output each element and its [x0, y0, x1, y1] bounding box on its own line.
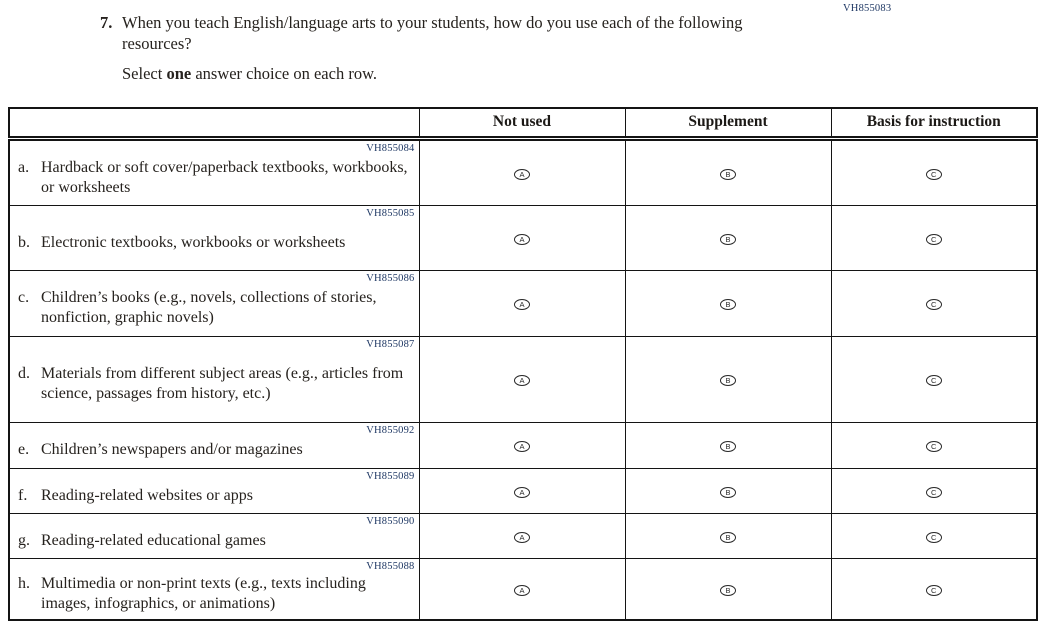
option-cell-supplement: [625, 558, 831, 620]
option-bubble-c[interactable]: C: [926, 375, 942, 386]
row-code: VH855089: [366, 470, 415, 482]
table-row-f: [9, 468, 1037, 513]
row-letter: c.: [18, 289, 30, 306]
option-bubble-b[interactable]: B: [720, 169, 736, 180]
option-cell-basis: [831, 336, 1037, 422]
option-cell-not-used: [419, 270, 625, 336]
option-bubble-b[interactable]: B: [720, 375, 736, 386]
table-row-b: [9, 205, 1037, 270]
option-bubble-b[interactable]: B: [720, 532, 736, 543]
column-header-supplement: Supplement: [625, 108, 831, 138]
option-bubble-c[interactable]: C: [926, 441, 942, 452]
row-letter: e.: [18, 441, 30, 458]
row-letter: d.: [18, 365, 30, 382]
instruction-prefix: Select: [122, 64, 163, 84]
option-cell-basis: [831, 270, 1037, 336]
option-bubble-c[interactable]: C: [926, 487, 942, 498]
row-code: VH855086: [366, 272, 415, 284]
option-cell-supplement: [625, 270, 831, 336]
option-cell-basis: [831, 558, 1037, 620]
table-row-d: [9, 336, 1037, 422]
option-bubble-c[interactable]: C: [926, 169, 942, 180]
empty-header-cell: [9, 108, 419, 138]
row-label-cell: [9, 513, 419, 558]
option-bubble-a[interactable]: A: [514, 487, 530, 498]
form-code: VH855083: [843, 3, 892, 14]
row-label-cell: [9, 205, 419, 270]
question-number: 7.: [100, 13, 113, 32]
option-bubble-c[interactable]: C: [926, 532, 942, 543]
column-header-not-used: Not used: [419, 108, 625, 138]
option-bubble-a[interactable]: A: [514, 169, 530, 180]
row-label-cell: [9, 336, 419, 422]
question-block: [100, 13, 790, 84]
row-text: Reading-related websites or apps: [41, 486, 253, 504]
option-bubble-a[interactable]: A: [514, 375, 530, 386]
row-letter: a.: [18, 158, 30, 176]
row-letter: f.: [18, 486, 28, 504]
table-row-e: [9, 422, 1037, 468]
option-cell-not-used: [419, 468, 625, 513]
option-cell-basis: [831, 205, 1037, 270]
instruction-suffix: answer choice on each row.: [195, 64, 378, 84]
resources-table: [8, 107, 1038, 621]
option-cell-basis: [831, 422, 1037, 468]
option-bubble-b[interactable]: B: [720, 487, 736, 498]
row-letter: g.: [18, 531, 30, 549]
row-text: Hardback or soft cover/paperback textbooks, workbooks, or worksheets: [41, 158, 408, 196]
option-cell-supplement: [625, 336, 831, 422]
row-code: VH855087: [366, 338, 415, 350]
row-letter: h.: [18, 574, 30, 592]
row-code: VH855092: [366, 424, 415, 436]
option-cell-not-used: [419, 336, 625, 422]
row-label-cell: [9, 270, 419, 336]
row-label-cell: [9, 558, 419, 620]
option-cell-basis: [831, 138, 1037, 205]
row-code: VH855085: [366, 207, 415, 219]
row-label-cell: [9, 422, 419, 468]
row-text: Multimedia or non-print texts (e.g., texts including images, infographics, or animations): [41, 574, 366, 612]
table-row-a: [9, 138, 1037, 205]
option-cell-not-used: [419, 422, 625, 468]
option-cell-supplement: [625, 468, 831, 513]
option-cell-supplement: [625, 422, 831, 468]
option-bubble-b[interactable]: B: [720, 234, 736, 245]
option-cell-supplement: [625, 513, 831, 558]
header-row: [9, 108, 1037, 138]
row-text: Children’s newspapers and/or magazines: [41, 441, 303, 458]
table-row-g: [9, 513, 1037, 558]
option-bubble-b[interactable]: B: [720, 441, 736, 452]
option-cell-supplement: [625, 138, 831, 205]
row-letter: b.: [18, 233, 30, 251]
option-cell-basis: [831, 513, 1037, 558]
option-bubble-a[interactable]: A: [514, 532, 530, 543]
table-row-h: [9, 558, 1037, 620]
question-instruction: [122, 64, 790, 84]
row-text: Materials from different subject areas (e.g., articles from science, passages from history, etc.): [41, 365, 404, 402]
row-label-cell: [9, 138, 419, 205]
option-bubble-b[interactable]: B: [720, 585, 736, 596]
row-text: Children’s books (e.g., novels, collections of stories, nonfiction, graphic novels): [41, 289, 377, 326]
row-code: VH855084: [366, 142, 415, 154]
option-bubble-c[interactable]: C: [926, 234, 942, 245]
row-text: Reading-related educational games: [41, 531, 266, 549]
option-bubble-c[interactable]: C: [926, 585, 942, 596]
option-bubble-a[interactable]: A: [514, 585, 530, 596]
option-cell-supplement: [625, 205, 831, 270]
option-bubble-b[interactable]: B: [720, 299, 736, 310]
option-bubble-a[interactable]: A: [514, 299, 530, 310]
option-cell-not-used: [419, 513, 625, 558]
row-label-cell: [9, 468, 419, 513]
table-row-c: [9, 270, 1037, 336]
option-cell-not-used: [419, 138, 625, 205]
option-cell-basis: [831, 468, 1037, 513]
row-code: VH855090: [366, 515, 415, 527]
option-bubble-a[interactable]: A: [514, 441, 530, 452]
option-bubble-a[interactable]: A: [514, 234, 530, 245]
column-header-basis-for-instruction: Basis for instruction: [831, 108, 1037, 138]
option-bubble-c[interactable]: C: [926, 299, 942, 310]
question-text: When you teach English/language arts to your students, how do you use each of the following resources?: [122, 13, 743, 53]
instruction-bold: one: [166, 64, 192, 84]
option-cell-not-used: [419, 205, 625, 270]
row-code: VH855088: [366, 560, 415, 572]
option-cell-not-used: [419, 558, 625, 620]
row-text: Electronic textbooks, workbooks or worksheets: [41, 233, 346, 251]
